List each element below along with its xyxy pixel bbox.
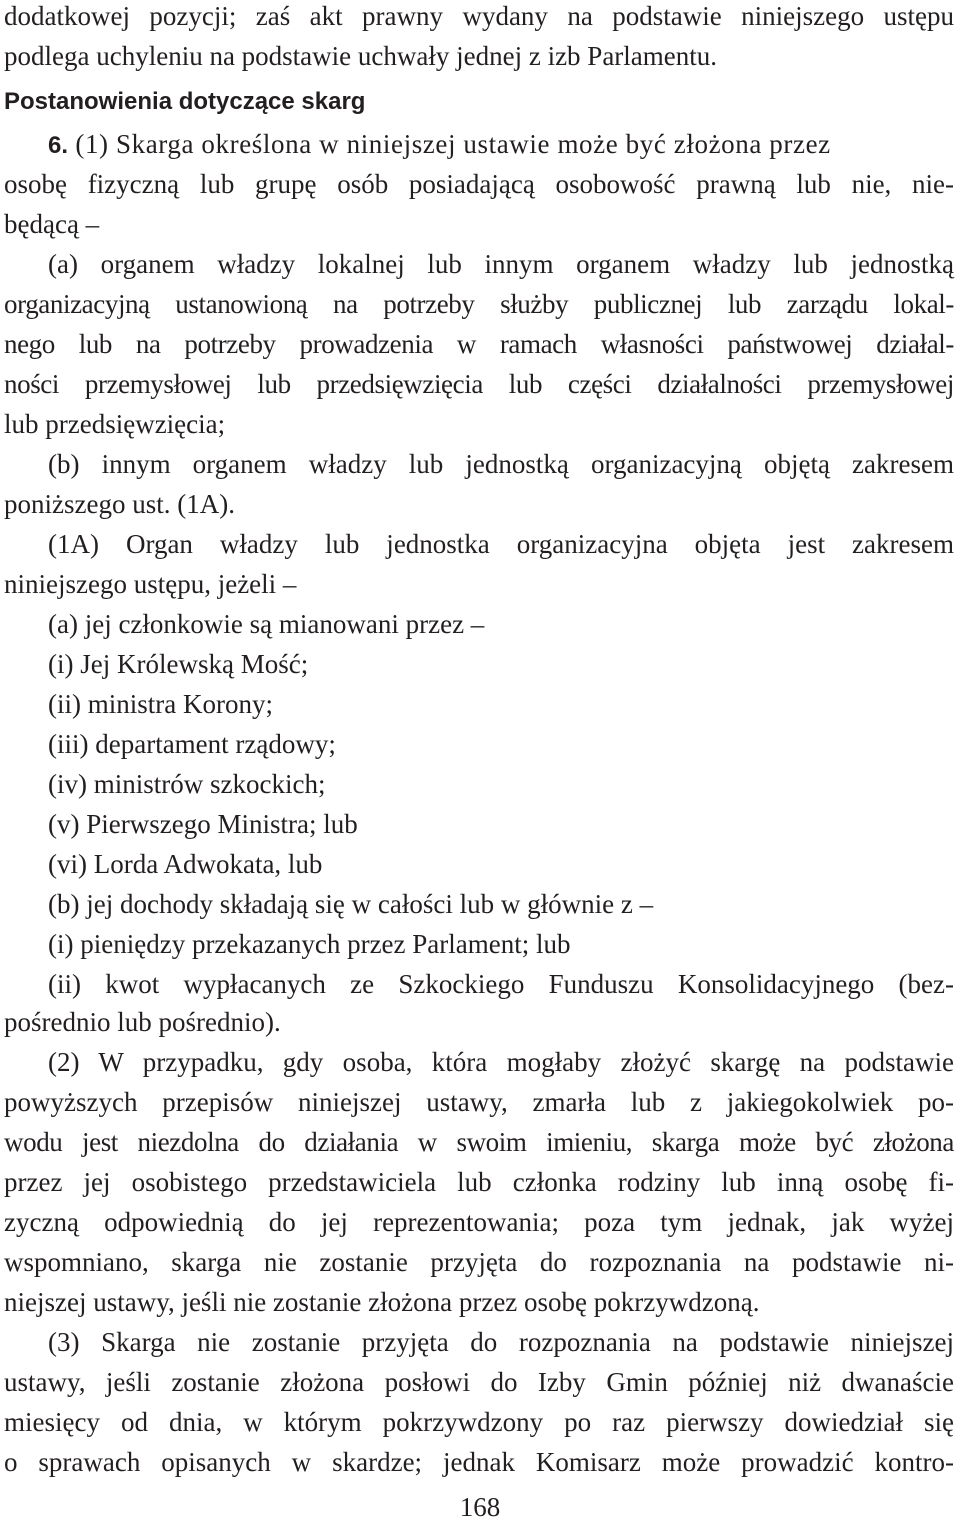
text-line: ustawy, jeśli zostanie złożona posłowi do Izby Gmin później niż dwanaście	[4, 1367, 954, 1397]
text-line: (1A) Organ władzy lub jednostka organizacyjna objęta jest zakresem	[48, 529, 954, 559]
text-line: organizacyjną ustanowioną na potrzeby służby publicznej lub zarządu lokal-	[4, 289, 954, 319]
text-line: poniższego ust. (1A).	[4, 489, 235, 519]
text-line: (ii) kwot wypłacanych ze Szkockiego Funduszu Konsolidacyjnego (bez-	[48, 969, 954, 999]
text-line: ności przemysłowej lub przedsięwzięcia lub części działalności przemysłowej	[4, 369, 954, 399]
text-line: (i) pieniędzy przekazanych przez Parlament; lub	[48, 929, 571, 959]
text-line: (1) Skarga określona w niniejszej ustawie może być złożona przez	[68, 129, 831, 159]
text-line: (i) Jej Królewską Mość;	[48, 649, 309, 679]
text-line: o sprawach opisanych w skardze; jednak Komisarz może prowadzić kontro-	[4, 1447, 954, 1477]
text-line: powyższych przepisów niniejszej ustawy, zmarła lub z jakiegokolwiek po-	[4, 1087, 954, 1117]
text-line: (a) jej członkowie są mianowani przez –	[48, 609, 485, 639]
text-line: lub przedsięwzięcia;	[4, 409, 226, 439]
text-line: (ii) ministra Korony;	[48, 689, 273, 719]
text-line: nego lub na potrzeby prowadzenia w ramach własności państwowej działal-	[4, 329, 954, 359]
text-line: miesięcy od dnia, w którym pokrzywdzony po raz pierwszy dowiedział się	[4, 1407, 954, 1437]
paragraph-6-first-line	[4, 124, 954, 164]
section-heading: Postanowienia dotyczące skarg	[4, 88, 366, 115]
text-line: wodu jest niezdolna do działania w swoim imieniu, skarga może być złożona	[4, 1127, 954, 1157]
text-line: (iv) ministrów szkockich;	[48, 769, 326, 799]
text-line: pośrednio lub pośrednio).	[4, 1007, 281, 1037]
text-line: podlega uchyleniu na podstawie uchwały jednej z izb Parlamentu.	[4, 41, 718, 71]
text-line: wspomniano, skarga nie zostanie przyjęta do rozpoznania na podstawie ni-	[4, 1247, 954, 1277]
text-line: (2) W przypadku, gdy osoba, która mogłaby złożyć skargę na podstawie	[48, 1047, 954, 1077]
text-line: niniejszego ustępu, jeżeli –	[4, 569, 297, 599]
text-line: osobę fizyczną lub grupę osób posiadającą osobowość prawną lub nie, nie-	[4, 169, 954, 199]
text-line: (b) innym organem władzy lub jednostką organizacyjną objętą zakresem	[48, 449, 954, 479]
text-line: przez jej osobistego przedstawiciela lub członka rodziny lub inną osobę fi-	[4, 1167, 954, 1197]
text-line: (iii) departament rządowy;	[48, 729, 336, 759]
text-line: będącą –	[4, 209, 100, 239]
text-line: (3) Skarga nie zostanie przyjęta do rozpoznania na podstawie niniejszej	[48, 1327, 954, 1357]
section-number: 6.	[48, 132, 69, 159]
text-line: niejszej ustawy, jeśli nie zostanie złożona przez osobę pokrzywdzoną.	[4, 1287, 760, 1317]
text-line: (a) organem władzy lokalnej lub innym organem władzy lub jednostką	[48, 249, 954, 279]
text-line: zyczną odpowiednią do jej reprezentowania; poza tym jednak, jak wyżej	[4, 1207, 954, 1237]
text-line: dodatkowej pozycji; zaś akt prawny wydany na podstawie niniejszego ustępu	[4, 1, 954, 31]
page-number: 168	[459, 1492, 501, 1522]
document-page	[4, 0, 954, 1526]
text-line: (vi) Lorda Adwokata, lub	[48, 849, 323, 879]
text-line: (b) jej dochody składają się w całości lub w głównie z –	[48, 889, 654, 919]
text-line: (v) Pierwszego Ministra; lub	[48, 809, 358, 839]
